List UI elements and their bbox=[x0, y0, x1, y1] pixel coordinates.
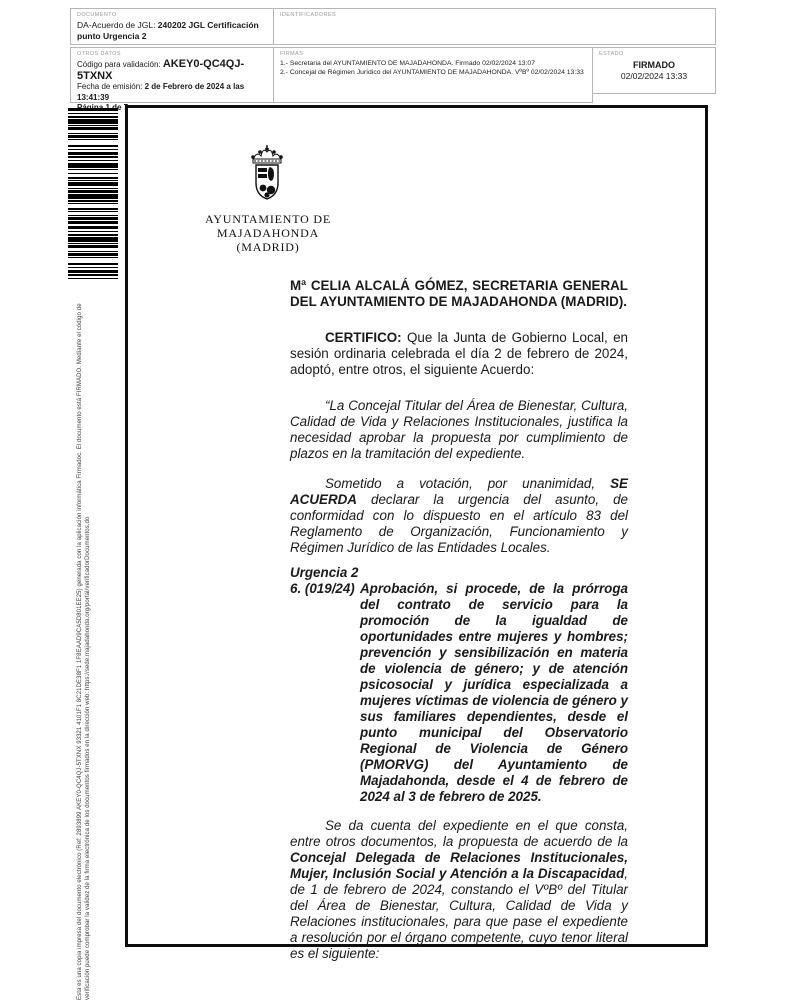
acuerda-keyword: SE ACUERDA bbox=[290, 476, 628, 507]
agenda-item bbox=[290, 581, 628, 805]
barcode bbox=[68, 108, 118, 280]
acuerda-pre: Sometido a votación, por unanimidad, bbox=[325, 476, 611, 491]
documento-label: DOCUMENTO bbox=[77, 12, 117, 18]
final-post: , de 1 de febrero de 2024, constando el VºBº del Titular del Área de Bienestar, Cultura, Calidad de Vida y Relaciones institucionales, para que pase el expediente a resolución por el órgano competente, cuyo tenor literal es el siguiente: bbox=[290, 866, 628, 961]
final-pre: Se da cuenta del expediente en el que consta, entre otros documentos, la propuesta de acuerdo de la bbox=[290, 818, 628, 849]
org-name bbox=[177, 212, 359, 254]
certifico-word: CERTIFICO: bbox=[325, 330, 402, 345]
final-paragraph bbox=[290, 818, 628, 962]
coat-of-arms-icon bbox=[243, 143, 291, 209]
documento-box bbox=[70, 8, 274, 45]
identificadores-box bbox=[273, 8, 716, 45]
firmas-label: FIRMAS bbox=[280, 51, 304, 57]
certifico-paragraph bbox=[290, 330, 628, 378]
identificadores-label: IDENTIFICADORES bbox=[280, 12, 337, 18]
otros-datos-box bbox=[70, 47, 274, 103]
acuerda-paragraph bbox=[290, 476, 628, 556]
fecha-emision bbox=[77, 82, 267, 103]
status-datetime: 02/02/2024 13:33 bbox=[620, 71, 688, 81]
org-name-line1: AYUNTAMIENTO DE bbox=[204, 212, 332, 226]
urgencia-label: Urgencia 2 bbox=[290, 565, 359, 580]
firma-item-2: 2.- Concejal de Régimen Jurídico del AYUNTAMIENTO DE MAJADAHONDA. VºBº 02/02/2024 13:33 bbox=[280, 69, 584, 76]
estado-label: ESTADO bbox=[599, 51, 624, 57]
certifico-text: Que la Junta de Gobierno Local, en sesión ordinaria celebrada el día 2 de febrero de 2024, adoptó, entre otros, el siguiente Acuerdo: bbox=[290, 330, 628, 377]
final-bold: Concejal Delegada de Relaciones Institucionales, Mujer, Inclusión Social y Atención a la Discapacidad bbox=[290, 850, 628, 881]
firma-item-1: 1.- Secretaria del AYUNTAMIENTO DE MAJADAHONDA. Firmado 02/02/2024 13:07 bbox=[280, 60, 535, 67]
firmas-box bbox=[273, 47, 593, 103]
estado-box bbox=[592, 47, 716, 94]
codigo-validacion bbox=[77, 59, 267, 82]
acuerda-post: declarar la urgencia del asunto, de conformidad con lo dispuesto en el artículo 83 del Reglamento de Organización, Funcionamiento y Régimen Jurídico de las Entidades Locales. bbox=[290, 492, 628, 555]
status-badge: FIRMADO bbox=[633, 60, 675, 70]
justification-paragraph: “La Concejal Titular del Área de Bienestar, Cultura, Calidad de Vida y Relaciones Institucionales, justifica la necesidad aprobar la propuesta por cumplimiento de plazos en la tramitación del expediente. bbox=[290, 398, 628, 461]
otros-datos-label: OTROS DATOS bbox=[77, 51, 121, 57]
org-name-line2: MAJADAHONDA bbox=[216, 226, 320, 240]
verification-note-line1: Esta es una copia impresa del documento electrónico (Ref: 2893899 AKEY0-QC4QJ-5TXNX 93321 4101F1 8C21DE38F1 1F8EAAD9CA5D801EE25) generada con la aplicación informática Firmadoc. El documento está FIRMADO. Mediante el código de bbox=[77, 303, 83, 1000]
codigo-label: Código para validación: bbox=[77, 60, 163, 69]
agenda-item-text: Aprobación, si procede, de la prórroga del contrato de servicio para la promoción de la igualdad de oportunidades entre mujeres y hombres; prevención y sensibilización en materia de violencia de género; y de atención psicosocial y jurídica especializada a mujeres víctimas de violencia de género y sus familiares dependientes, desde el punto municipal del Observatorio Regional de Violencia de Género (PMORVG) del Ayuntamiento de Majadahonda, desde el 4 de febrero de 2024 al 3 de febrero de 2025. bbox=[360, 581, 628, 804]
documento-value bbox=[77, 20, 267, 42]
verification-note-vertical bbox=[77, 288, 92, 1000]
fecha-value: 2 de Febrero de 2024 a las 13:41:39 bbox=[77, 82, 245, 102]
secretary-heading: Mª CELIA ALCALÁ GÓMEZ, SECRETARIA GENERAL DEL AYUNTAMIENTO DE MAJADAHONDA (MADRID). bbox=[290, 278, 628, 309]
documento-title: 240202 JGL Certificación punto Urgencia 2 bbox=[77, 20, 259, 41]
verification-note-line2: verificación puede comprobar la validez de la firma electrónica de los documentos firmados en la dirección web: https://sede.majadahonda.org/portal/verificadorDocumentos.do bbox=[84, 516, 91, 1000]
codigo-value: AKEY0-QC4QJ-5TXNX bbox=[77, 58, 245, 82]
fecha-label: Fecha de emisión: bbox=[77, 82, 145, 91]
certificate-body bbox=[290, 278, 628, 962]
documento-prefix: DA-Acuerdo de JGL: bbox=[77, 20, 158, 30]
org-name-line3: (MADRID) bbox=[236, 240, 300, 254]
agenda-item-number: 6. (019/24) bbox=[290, 581, 355, 596]
